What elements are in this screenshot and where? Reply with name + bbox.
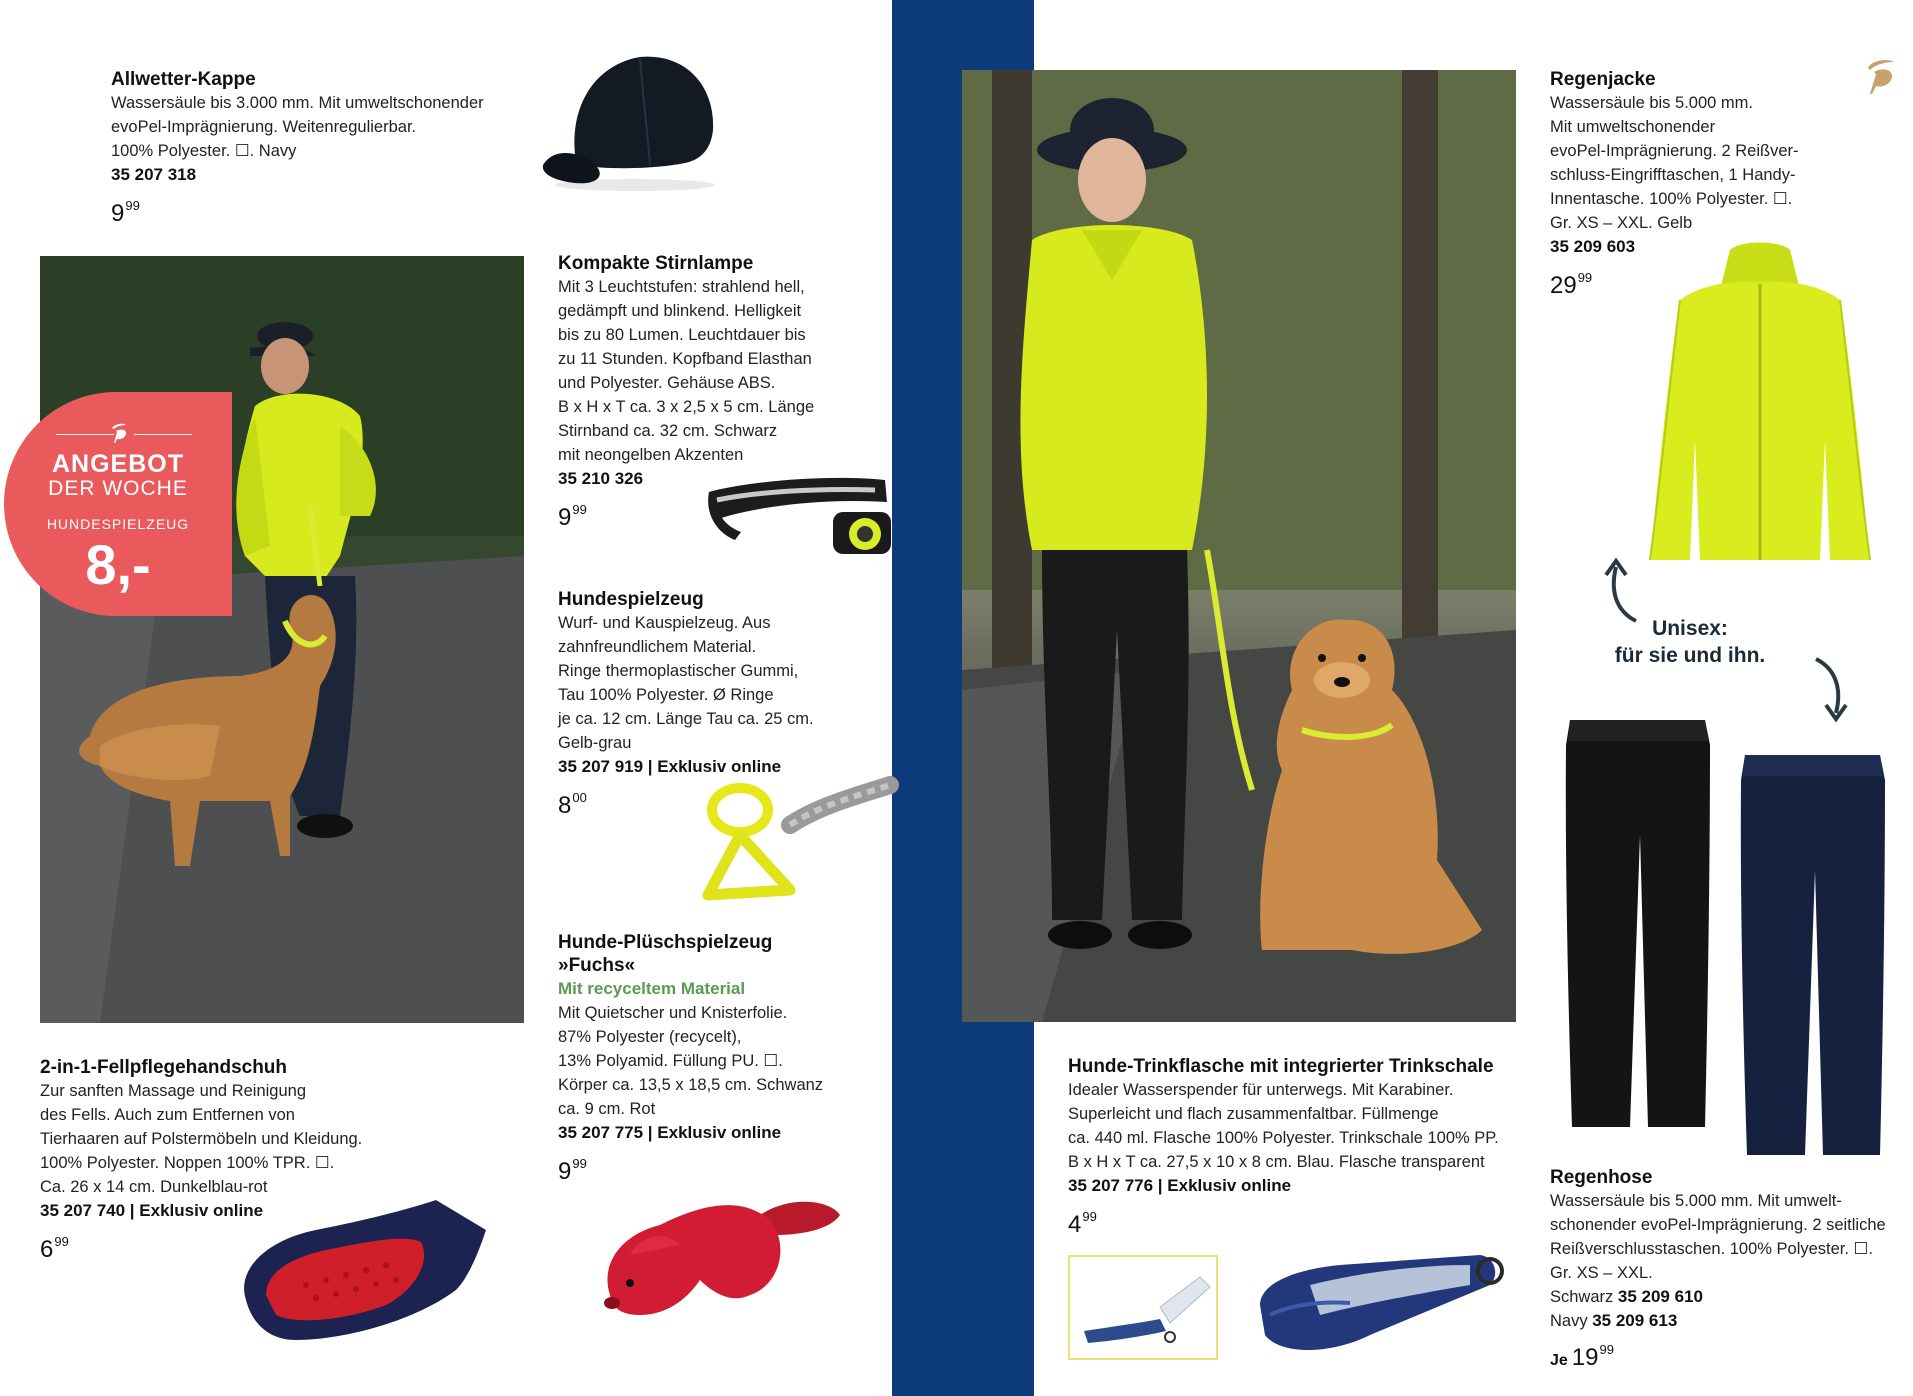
price-main: 9 — [111, 200, 125, 227]
desc-line: Körper ca. 13,5 x 18,5 cm. Schwanz — [558, 1076, 824, 1094]
desc-line: ca. 440 ml. Flasche 100% Polyester. Trinkschale 100% PP. — [1068, 1129, 1499, 1147]
product-title: Hunde-Trinkflasche mit integrierter Trinkschale — [1068, 1056, 1494, 1077]
product-description — [1550, 91, 1840, 235]
desc-line: Tierhaaren auf Polstermöbeln und Kleidung. — [40, 1130, 363, 1148]
product-title: Allwetter-Kappe — [111, 69, 256, 90]
desc-line: Wassersäule bis 5.000 mm. — [1550, 94, 1753, 112]
bottle-open-image — [1250, 1235, 1510, 1375]
price — [1068, 1204, 1548, 1238]
offer-badge — [4, 392, 232, 616]
desc-line: Superleicht und flach zusammenfaltbar. Füllmenge — [1068, 1105, 1439, 1123]
desc-line: Mit 3 Leuchtstufen: strahlend hell, — [558, 278, 805, 296]
price-cents: 00 — [572, 790, 587, 805]
desc-line: zu 11 Stunden. Kopfband Elasthan — [558, 350, 812, 368]
variant-navy — [1550, 1309, 1910, 1333]
product-description — [558, 611, 848, 755]
price-main: 9 — [558, 504, 572, 531]
desc-line: und Polyester. Gehäuse ABS. — [558, 374, 776, 392]
desc-line: Gelb-grau — [558, 734, 632, 752]
desc-line: Wassersäule bis 3.000 mm. Mit umweltschonender — [111, 94, 484, 112]
desc-line: Tau 100% Polyester. Ø Ringe — [558, 686, 774, 704]
product-description — [111, 91, 531, 163]
desc-line: 100% Polyester. ☐. Navy — [111, 142, 297, 160]
unisex-line-2: für sie und ihn. — [1614, 644, 1766, 667]
product-kappe — [111, 68, 531, 227]
product-description — [40, 1079, 480, 1199]
badge-divider-right — [134, 434, 192, 435]
fox-plush-image — [590, 1175, 850, 1325]
article-number: 35 207 318 — [111, 165, 197, 184]
arrow-down-icon — [1806, 655, 1856, 725]
photo-man-with-dog — [40, 256, 524, 1023]
price-main: 4 — [1068, 1211, 1082, 1238]
recycled-highlight: Mit recyceltem Material — [558, 979, 746, 998]
headlamp-image — [705, 462, 905, 577]
desc-line: bis zu 80 Lumen. Leuchtdauer bis — [558, 326, 806, 344]
jacket-image — [1640, 240, 1880, 570]
variant-label: Schwarz — [1550, 1288, 1614, 1306]
cap-image — [535, 45, 735, 205]
brand-logo-icon — [1862, 52, 1898, 96]
desc-line: mit neongelben Akzenten — [558, 446, 744, 464]
desc-line: evoPel-Imprägnierung. Weitenregulierbar. — [111, 118, 417, 136]
badge-divider-left — [56, 434, 114, 435]
product-description — [1068, 1078, 1548, 1174]
price-main: 29 — [1550, 272, 1577, 299]
price — [1550, 1337, 1910, 1374]
price-main: 19 — [1571, 1344, 1599, 1371]
desc-line: Reißverschlusstaschen. 100% Polyester. ☐. — [1550, 1240, 1873, 1258]
price-cents: 99 — [125, 198, 140, 213]
product-trinkflasche — [1068, 1055, 1548, 1238]
desc-line: des Fells. Auch zum Entfernen von — [40, 1106, 295, 1124]
desc-line: Wurf- und Kauspielzeug. Aus — [558, 614, 771, 632]
desc-line: zahnfreundlichem Material. — [558, 638, 757, 656]
badge-line-2: DER WOCHE — [48, 477, 188, 500]
desc-line: evoPel-Imprägnierung. 2 Reißver- — [1550, 142, 1799, 160]
product-title: Hundespielzeug — [558, 589, 704, 610]
ring-toy-image — [680, 765, 910, 915]
article-number: 35 209 610 — [1617, 1287, 1703, 1306]
desc-line: ca. 9 cm. Rot — [558, 1100, 656, 1118]
desc-line: Ringe thermoplastischer Gummi, — [558, 662, 799, 680]
price-cents: 99 — [1599, 1342, 1614, 1357]
price-cents: 99 — [572, 1156, 587, 1171]
desc-line: schluss-Eingrifftaschen, 1 Handy- — [1550, 166, 1796, 184]
product-description — [558, 1001, 848, 1121]
product-description — [558, 275, 848, 467]
desc-line: Zur sanften Massage und Reinigung — [40, 1082, 306, 1100]
product-title: Kompakte Stirnlampe — [558, 253, 754, 274]
product-title-line-2: »Fuchs« — [558, 955, 636, 976]
price-main: 6 — [40, 1236, 54, 1263]
desc-line: gedämpft und blinkend. Helligkeit — [558, 302, 802, 320]
desc-line: 87% Polyester (recycelt), — [558, 1028, 742, 1046]
desc-line: 100% Polyester. Noppen 100% TPR. ☐. — [40, 1154, 335, 1172]
product-description — [1550, 1189, 1910, 1333]
photo-woman-with-dog — [962, 70, 1516, 1022]
unisex-note — [1590, 615, 1790, 669]
article-number: 35 209 613 — [1592, 1311, 1678, 1330]
article-number: 35 207 919 | Exklusiv online — [558, 757, 782, 776]
price-main: 9 — [558, 1158, 572, 1185]
badge-price: 8,- — [85, 533, 151, 596]
price — [111, 193, 531, 227]
article-number: 35 207 776 | Exklusiv online — [1068, 1176, 1292, 1195]
price-cents: 99 — [54, 1234, 69, 1249]
desc-line: je ca. 12 cm. Länge Tau ca. 25 cm. — [558, 710, 814, 728]
bottle-thumbnail[interactable] — [1068, 1255, 1218, 1360]
desc-line: 13% Polyamid. Füllung PU. ☐. — [558, 1052, 783, 1070]
product-regenhose — [1550, 1166, 1910, 1374]
price-cents: 99 — [1577, 270, 1593, 285]
badge-line-3: HUNDESPIELZEUG — [46, 516, 190, 532]
desc-line: Idealer Wasserspender für unterwegs. Mit Karabiner. — [1068, 1081, 1454, 1099]
price-cents: 99 — [572, 502, 587, 517]
article-number: 35 207 740 | Exklusiv online — [40, 1201, 264, 1220]
product-title: Regenjacke — [1550, 69, 1656, 90]
desc-line: Mit Quietscher und Knisterfolie. — [558, 1004, 788, 1022]
product-title: Regenhose — [1550, 1167, 1653, 1188]
desc-line: Wassersäule bis 5.000 mm. Mit umwelt- — [1550, 1192, 1842, 1210]
product-title: Hunde-Plüschspielzeug — [558, 932, 773, 953]
desc-line: schonender evoPel-Imprägnierung. 2 seitliche — [1550, 1216, 1886, 1234]
desc-line: Stirnband ca. 32 cm. Schwarz — [558, 422, 778, 440]
desc-line: Gr. XS – XXL. Gelb — [1550, 214, 1693, 232]
brand-logo-small-icon — [110, 420, 128, 444]
price-cents: 99 — [1082, 1209, 1097, 1224]
glove-image — [236, 1190, 496, 1350]
unisex-line-1: Unisex: — [1652, 617, 1728, 640]
pants-navy-image — [1735, 750, 1890, 1165]
article-number: 35 210 326 — [558, 469, 644, 488]
product-title: 2-in-1-Fellpflegehandschuh — [40, 1057, 288, 1078]
variant-black — [1550, 1285, 1910, 1309]
desc-line: Gr. XS – XXL. — [1550, 1264, 1653, 1282]
product-plueschspielzeug — [558, 931, 848, 1185]
article-number: 35 207 775 | Exklusiv online — [558, 1123, 782, 1142]
price-main: 8 — [558, 792, 572, 819]
variant-label: Navy — [1550, 1312, 1588, 1330]
price-prefix: Je — [1550, 1352, 1568, 1369]
desc-line: B x H x T ca. 3 x 2,5 x 5 cm. Länge — [558, 398, 815, 416]
pants-black-image — [1560, 715, 1715, 1135]
desc-line: B x H x T ca. 27,5 x 10 x 8 cm. Blau. Flasche transparent — [1068, 1153, 1485, 1171]
badge-line-1: ANGEBOT — [52, 450, 184, 478]
desc-line: Innentasche. 100% Polyester. ☐. — [1550, 190, 1793, 208]
article-number: 35 209 603 — [1550, 237, 1636, 256]
desc-line: Mit umweltschonender — [1550, 118, 1716, 136]
desc-line: Ca. 26 x 14 cm. Dunkelblau-rot — [40, 1178, 268, 1196]
